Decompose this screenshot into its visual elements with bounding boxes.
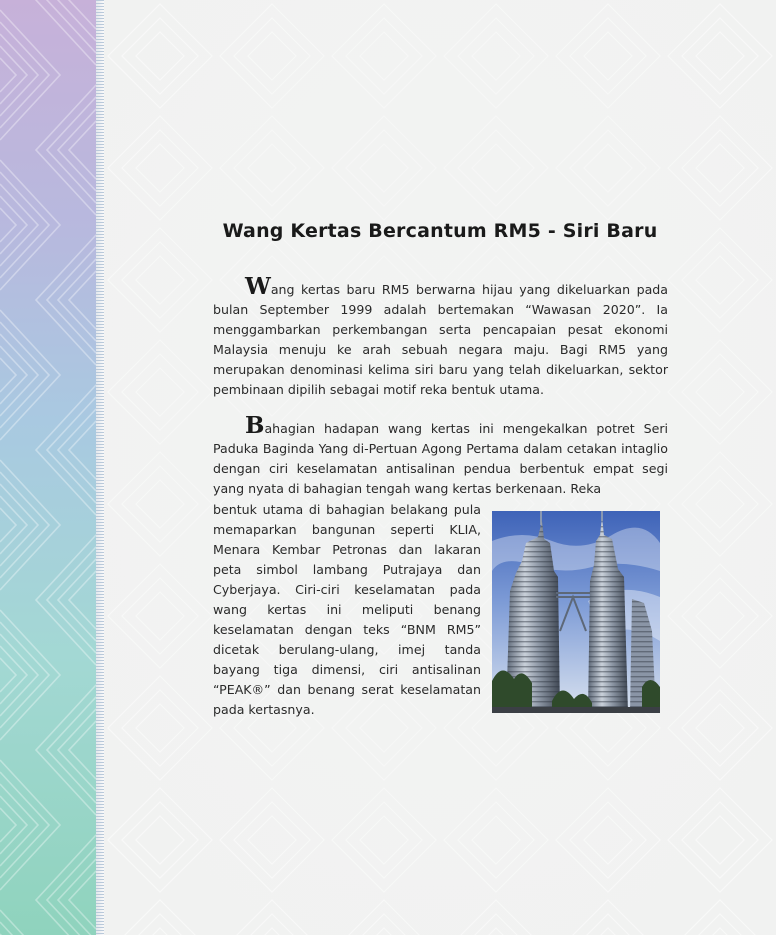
dropcap-letter: W (245, 273, 271, 300)
paragraph-1-text: ang kertas baru RM5 berwarna hijau yang dikeluarkan pada bulan September 1999 adalah bertemakan “Wawasan 2020”. Ia menggambarkan perkembangan serta pencapaian pesat ekonomi Malaysia menuju ke arah sebuah negara maju. Bagi RM5 yang merupakan denominasi kelima siri baru yang telah dikeluarkan, sektor pembinaan dipilih sebagai motif reka bentuk utama. (213, 282, 668, 397)
paragraph-1 (213, 273, 668, 400)
twin-towers-icon (492, 511, 660, 713)
decorative-side-band (0, 0, 96, 935)
page-title: Wang Kertas Bercantum RM5 - Siri Baru (222, 220, 658, 242)
paragraph-2 (213, 412, 668, 499)
paragraph-2-text: ahagian hadapan wang kertas ini mengekalkan potret Seri Paduka Baginda Yang di-Pertuan Agong Pertama dalam cetakan intaglio dengan ciri keselamatan antisalinan pendua berbentuk empat segi yang nyata di bahagian tengah wang kertas berkenaan. Reka (213, 421, 668, 496)
decorative-dot-strip (96, 0, 104, 935)
chevron-pattern-icon (0, 0, 96, 935)
paragraph-3: bentuk utama di bahagian belakang pula memaparkan bangunan seperti KLIA, Menara Kembar Petronas dan lakaran peta simbol lambang Putrajaya dan Cyberjaya. Ciri-ciri keselamatan pada wang kertas ini meliputi benang keselamatan dengan teks “BNM RM5” dicetak berulang-ulang, imej tanda bayang tiga dimensi, ciri antisalinan “PEAK®” dan benang serat keselamatan pada kertasnya. (213, 502, 481, 717)
dropcap-letter: B (245, 412, 265, 439)
petronas-twin-towers-photo (492, 511, 660, 713)
